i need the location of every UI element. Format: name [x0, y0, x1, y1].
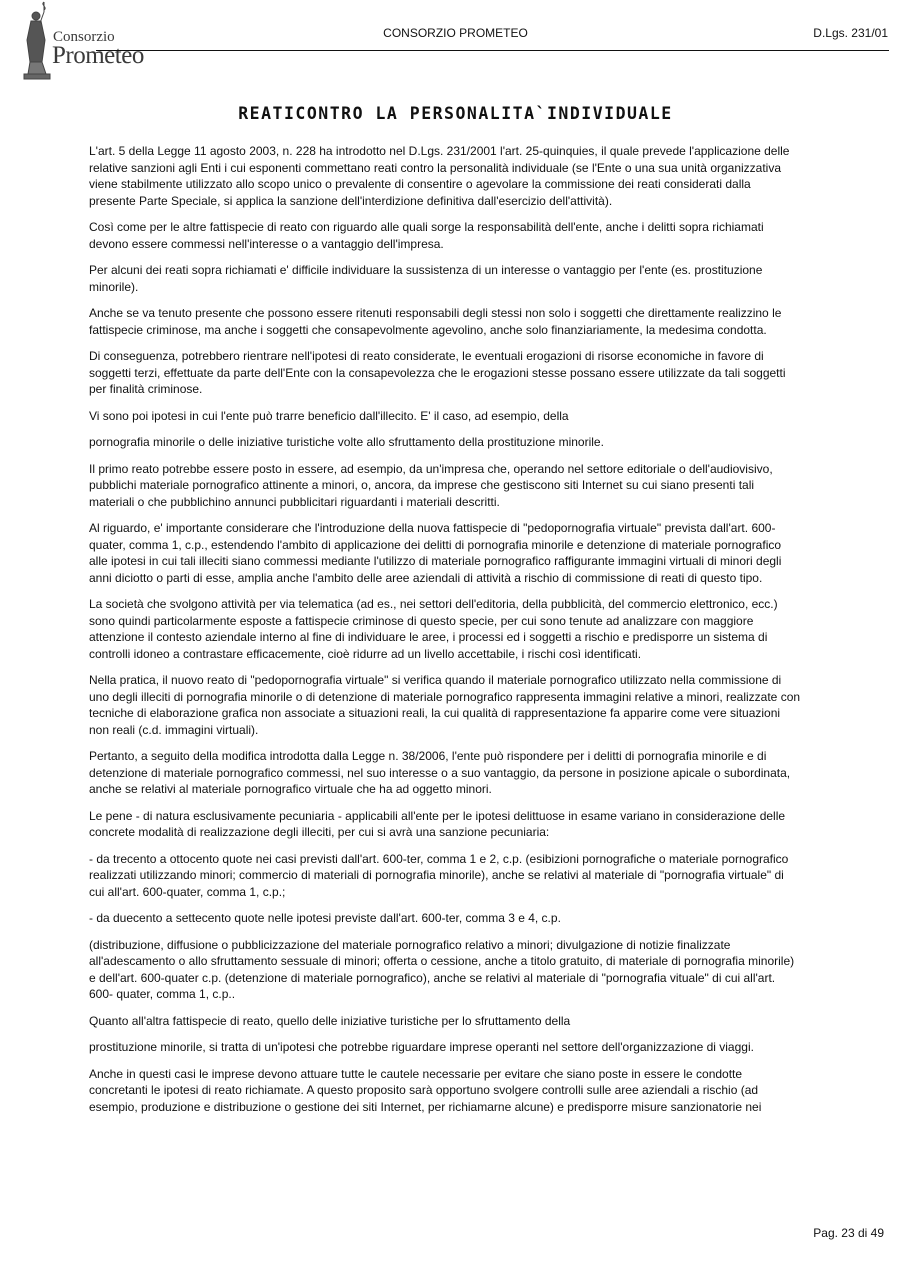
paragraph: - da duecento a settecento quote nelle ipotesi previste dall'art. 600-ter, comma 3 e 4, c.p. — [89, 911, 561, 925]
header-reference: D.Lgs. 231/01 — [813, 26, 888, 40]
paragraph: Il primo reato potrebbe essere posto in essere, ad esempio, da un'impresa che, operando nel settore editoriale o dell'audiovisivo, pubblichi materiale pornografico attinente a minori, o, ancora, da imprese che gestiscono siti Internet su cui siano presenti tali materiali o che pubblichino annunci pubblicitari riguardanti i materiali descritti. — [89, 461, 773, 509]
header-divider — [96, 50, 889, 51]
paragraph: Vi sono poi ipotesi in cui l'ente può trarre beneficio dall'illecito. E' il caso, ad esempio, della — [89, 408, 569, 423]
paragraph: Nella pratica, il nuovo reato di "pedopornografia virtuale" si verifica quando il materiale pornografico utilizzato nella commissione di uno degli illeciti di pornografia minorile o di detenzione di materiale pornografico rappresenta immagini relative a minori, realizzate con tecniche di elaborazione grafica non associate a situazioni reali, la cui qualità di rappresentazione fa apparire come vere situazioni non reali (c.d. immagini virtuali). — [89, 673, 801, 737]
paragraph: Al riguardo, e' importante considerare che l'introduzione della nuova fattispecie di "pedopornografia virtuale" prevista dall'art. 600- quater, comma 1, c.p., estendendo l'ambito di applicazione dei delitti di pornografia minorile e detenzione di materiale pornografico alle ipotesi in cui tali illeciti siano commessi mediante l'utilizzo di materiale pornografico raffigurante immagini virtuali di minori degli anni diciotto o parti di esse, amplia anche l'ambito delle aree aziendali di attività a rischio di commissione di reati di questo tipo. — [89, 521, 782, 585]
paragraph: - da trecento a ottocento quote nei casi previsti dall'art. 600-ter, comma 1 e 2, c.p. (esibizioni pornografiche o materiale pornografico realizzati utilizzando minori; commercio di materiali di pornografia minorile), anche se relativi al materiale di "pornografia virtuale" di cui all'art. 600-quater, comma 1, c.p.; — [89, 851, 789, 899]
paragraph: Pertanto, a seguito della modifica introdotta dalla Legge n. 38/2006, l'ente può rispondere per i delitti di pornografia minorile e di detenzione di materiale pornografico commessi, nel suo interesse o a suo vantaggio, da persone in posizione apicale o subordinata, anche se relativi al materiale pornografico virtuale che ha ad oggetto minori. — [89, 749, 791, 796]
paragraph: Di conseguenza, potrebbero rientrare nell'ipotesi di reato considerate, le eventuali erogazioni di risorse economiche in favore di soggetti terzi, effettuate da parte dell'Ente con la consapevolezza che le erogazioni stesse possano essere utilizzate da tali soggetti per finalità criminose. — [89, 349, 786, 396]
header-organization: CONSORZIO PROMETEO — [383, 26, 528, 40]
consorzio-prometeo-logo — [18, 0, 144, 82]
paragraph: L'art. 5 della Legge 11 agosto 2003, n. 228 ha introdotto nel D.Lgs. 231/2001 l'art. 25-quinquies, il quale prevede l'applicazione delle relative sanzioni agli Enti i cui esponenti commettano reati contro la personalità individuale (se l'Ente o una sua unità organizzativa viene stabilmente utilizzato allo scopo unico o prevalente di consentire o agevolare la commissione dei reati considerati dalla presente Parte Speciale, si applica la sanzione dell'interdizione definitiva dall'esercizio dell'attività). — [89, 144, 790, 208]
paragraph: La società che svolgono attività per via telematica (ad es., nei settori dell'editoria, della pubblicità, del commercio elettronico, ecc.) sono quindi particolarmente esposte a fattispecie criminose di questo specie, per cui sono tenute ad analizzare con maggiore attenzione il contesto aziendale interno al fine di individuare le aree, i processi ed i soggetti a rischio e predisporre un sistema di controlli idoneo a contrastare efficacemente, cioè ridurre ad un livello accettabile, i rischi così identificati. — [89, 597, 778, 661]
paragraph: prostituzione minorile, si tratta di un'ipotesi che potrebbe riguardare imprese operanti nel settore dell'organizzazione di viaggi. — [89, 1040, 754, 1054]
section-title: REATICONTRO LA PERSONALITA`INDIVIDUALE — [238, 104, 673, 123]
logo-text-prometeo: Prometeo — [52, 42, 144, 69]
paragraph: Anche se va tenuto presente che possono essere ritenuti responsabili degli stessi non solo i soggetti che direttamente realizzino le fattispecie criminose, ma anche i soggetti che consapevolmente agevolino, anche solo finanziariamente, la medesima condotta. — [89, 306, 782, 337]
paragraph: Quanto all'altra fattispecie di reato, quello delle iniziative turistiche per lo sfruttamento della — [89, 1013, 571, 1028]
document-body — [89, 143, 824, 1125]
page-number: Pag. 23 di 49 — [813, 1226, 884, 1240]
logo-text-consorzio: Consorzio — [53, 29, 115, 45]
paragraph: pornografia minorile o delle iniziative turistiche volte allo sfruttamento della prostituzione minorile. — [89, 435, 604, 449]
paragraph: Le pene - di natura esclusivamente pecuniaria - applicabili all'ente per le ipotesi delittuose in esame variano in considerazione delle concrete modalità di realizzazione degli illeciti, per cui si avrà una sanzione pecuniaria: — [89, 808, 786, 839]
paragraph: (distribuzione, diffusione o pubblicizzazione del materiale pornografico relativo a minori; divulgazione di notizie finalizzate all'adescamento o allo sfruttamento sessuale di minori; offerta o cessione, anche a titolo gratuito, di materiale di pornografia minorile) e dell'art. 600-quater c.p. (detenzione di materiale pornografico), anche se relativi al materiale di "pornografia vituale" di cui all'art. 600- quater, comma 1, c.p.. — [89, 937, 795, 1001]
paragraph: Così come per le altre fattispecie di reato con riguardo alle quali sorge la responsabilità dell'ente, anche i delitti sopra richiamati devono essere commessi nell'interesse o a vantaggio dell'impresa. — [89, 220, 764, 251]
paragraph: Anche in questi casi le imprese devono attuare tutte le cautele necessarie per evitare che siano poste in essere le condotte concretanti le ipotesi di reato richiamate. A questo proposito sarà opportuno svolgere controlli sulle aree aziendali a rischio (ad esempio, produzione e distribuzione o gestione dei siti Internet, per richiamarne alcune) e predisporre misure sanzionatorie nei — [89, 1066, 762, 1114]
paragraph: Per alcuni dei reati sopra richiamati e' difficile individuare la sussistenza di un interesse o vantaggio per l'ente (es. prostituzione minorile). — [89, 263, 763, 294]
